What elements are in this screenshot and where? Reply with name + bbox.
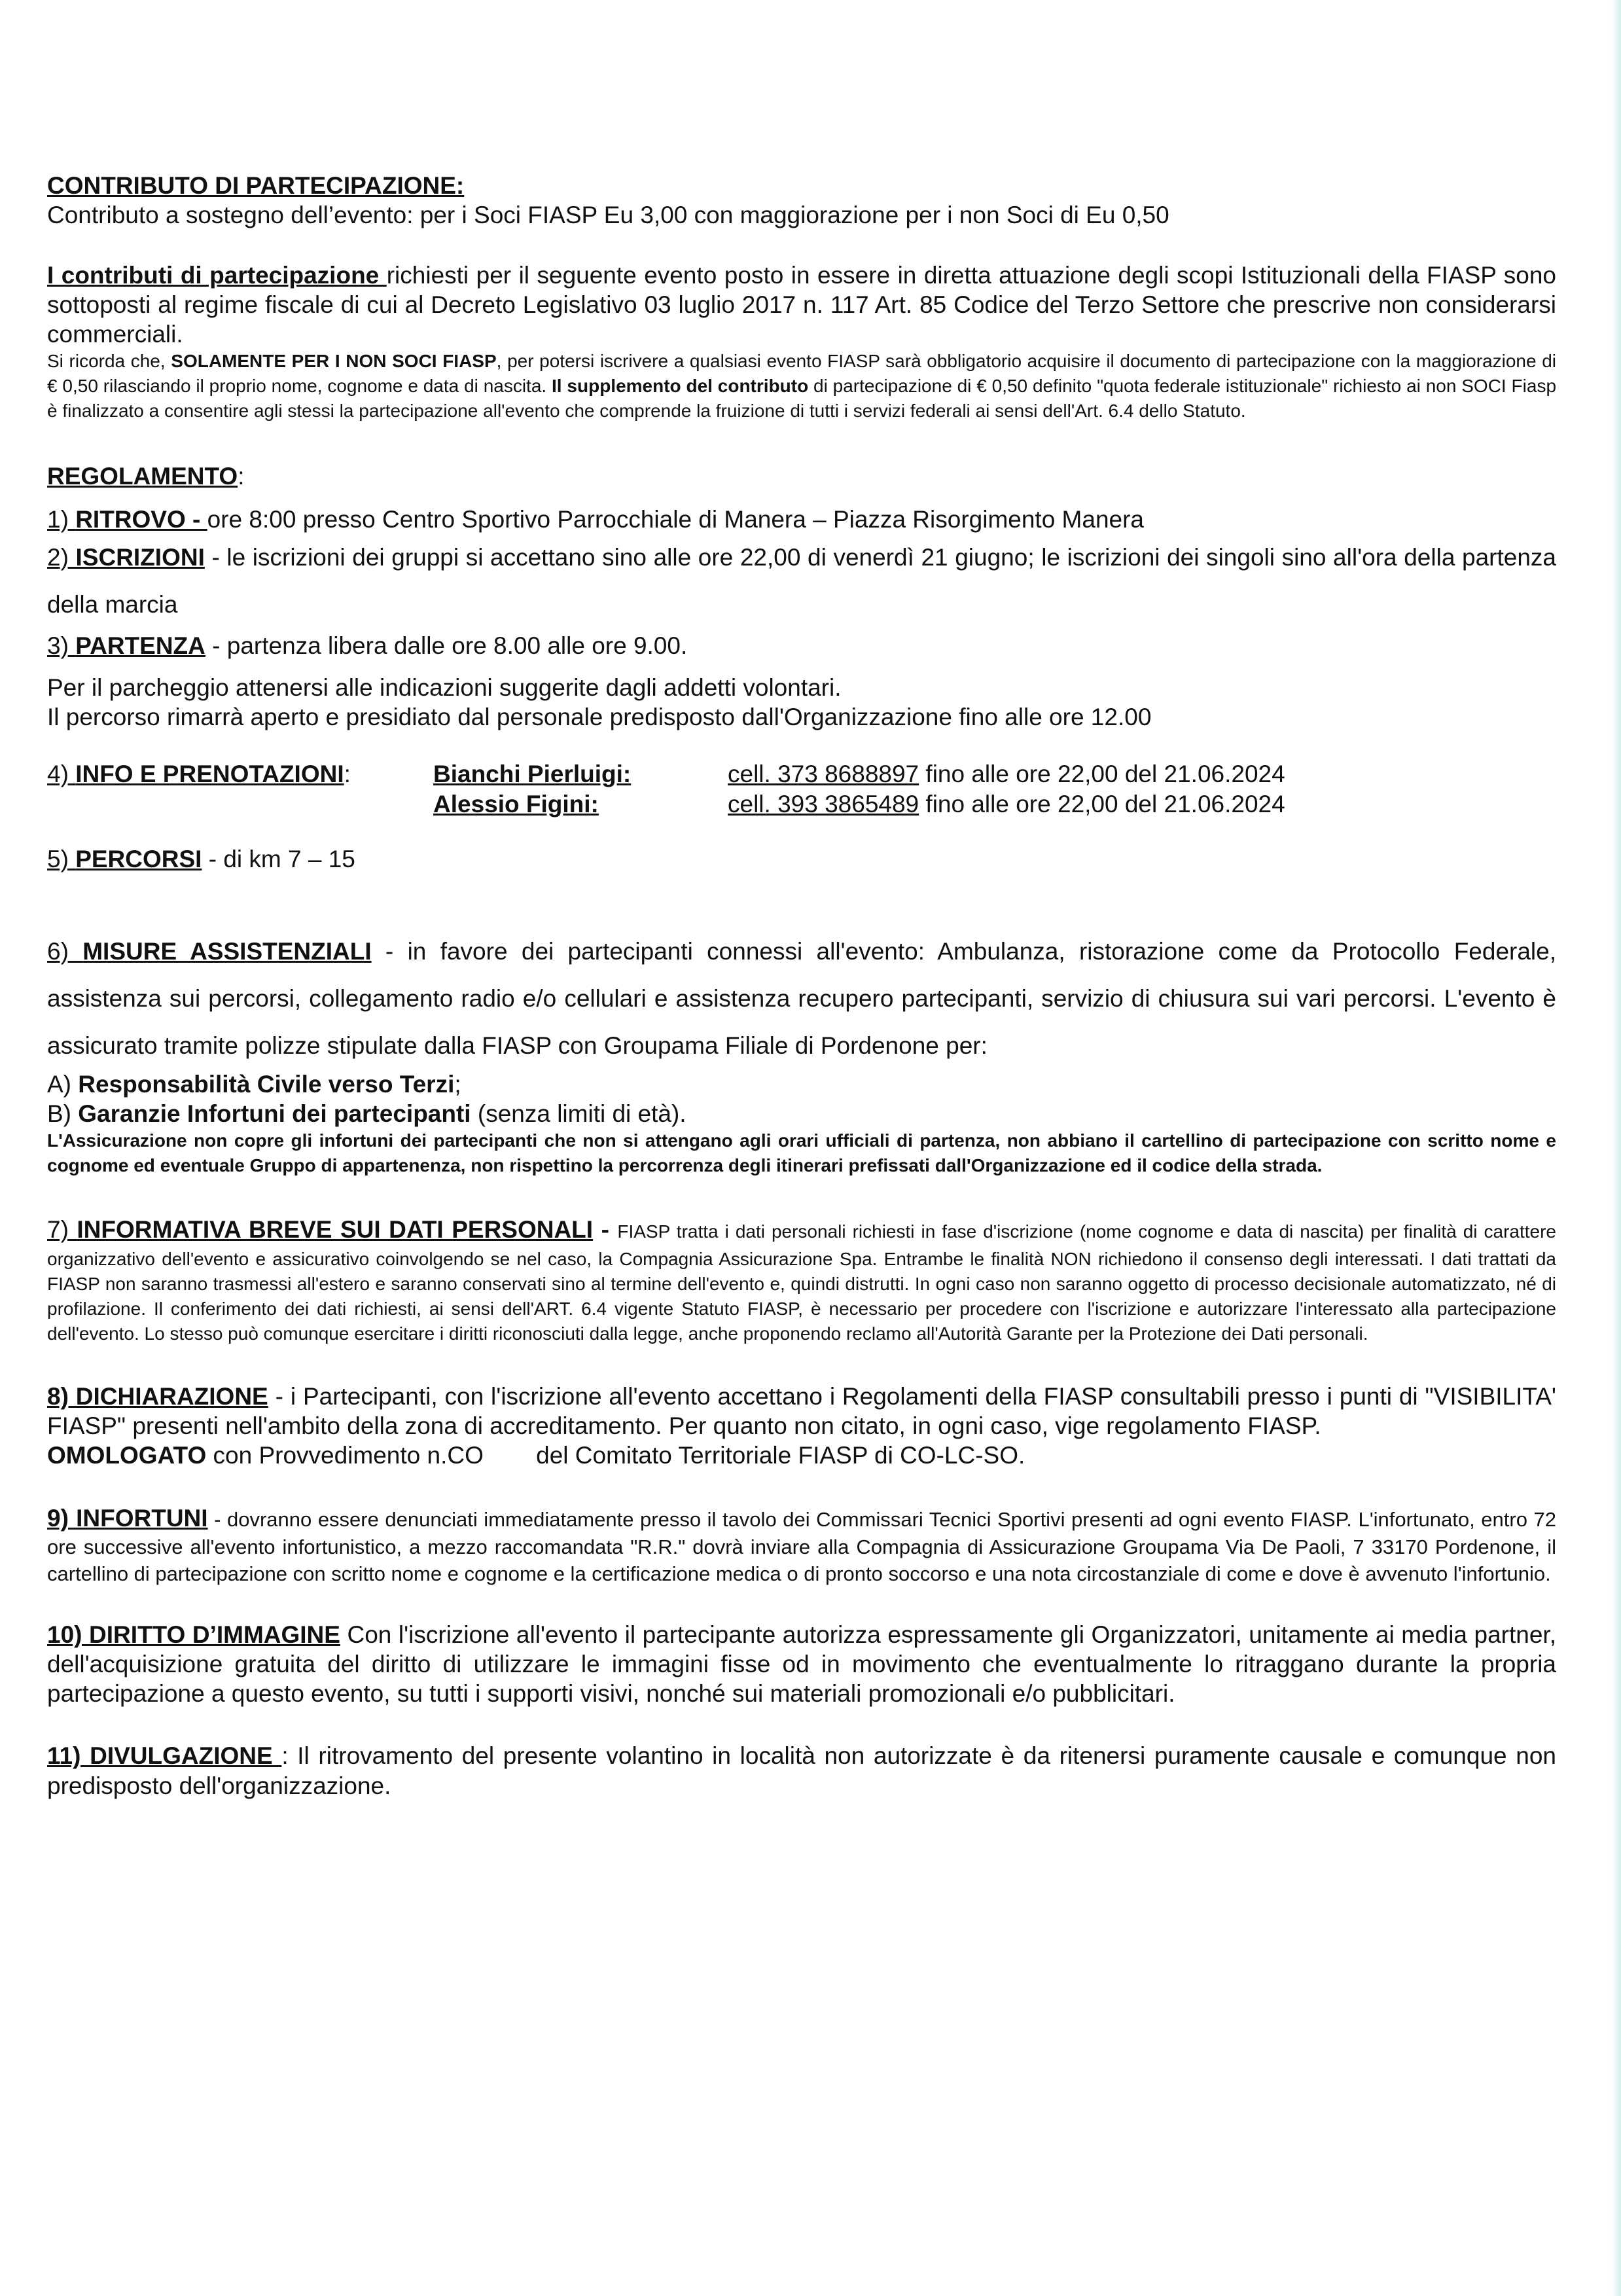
- rule-immagine: [47, 1620, 1556, 1708]
- regolamento-title: [47, 461, 1556, 491]
- contributo-line: Contributo a sostegno dell’evento: per i Soci FIASP Eu 3,00 con maggiorazione per i non Soci di Eu 0,50: [47, 202, 1169, 229]
- rule-percorsi: [47, 844, 1556, 874]
- contact-note: fino alle ore 22,00 del 21.06.2024: [919, 791, 1285, 818]
- contact-name: Bianchi Pierluigi:: [433, 760, 632, 787]
- contact-note: fino alle ore 22,00 del 21.06.2024: [919, 760, 1285, 787]
- page-edge-shading: [1611, 0, 1621, 2296]
- rule-3-text: - partenza libera dalle ore 8.00 alle ore 9.00.: [205, 632, 688, 660]
- info-key: INFO E PRENOTAZIONI: [75, 760, 344, 787]
- note-text-a: Si ricorda che,: [47, 350, 171, 371]
- rule-1-num: 1): [47, 506, 76, 533]
- rule-7-text: FIASP tratta i dati personali richiesti in fase d'iscrizione (nome cognome e data di nascita) per finalità di carattere organizzativo dell'evento e assicurativo coinvolgendo se nel caso, la Compagnia Assicurazione Spa. Entrambe le finalità NON richiedono il consenso degli interessati. I dati trattati da FIASP non saranno trasmessi all'estero e saranno conservati sino al termine dell'evento e, quindi distrutti. In ogni caso non saranno oggetto di processo decisionale automatizzato, né di profilazione. Il conferimento dei dati richiesti, ai sensi dell'ART. 6.4 vigente Statuto FIASP, è necessario per procedere con l'iscrizione e autorizzare l'interessato alla partecipazione dell'evento. Lo stesso può comunque esercitare i diritti riconosciuti dalla legge, anche proponendo reclamo all'Autorità Garante per la Protezione dei Dati personali.: [47, 1221, 1556, 1344]
- contact-phone[interactable]: cell. 373 8688897: [728, 760, 919, 787]
- info-colon: :: [344, 760, 351, 787]
- rule-2-num: 2): [47, 543, 76, 571]
- info-row-2: [47, 789, 1556, 819]
- rule-10-text: Con l'iscrizione all'evento il partecipante autorizza espressamente gli Organizzatori, unitamente ai media partner, dell'acquisizione gratuita del diritto di utilizzare le immagini fisse od in movimento che eventualmente lo ritraggano durante la propria partecipazione a questo evento, su tutti i supporti visivi, nonché sui materiali promozionali e/o pubblicitari.: [47, 1621, 1556, 1708]
- rule-infortuni: [47, 1503, 1556, 1587]
- rule-iscrizioni: [47, 534, 1556, 628]
- contact-phone-line: [728, 789, 1285, 819]
- coverage-b: [47, 1099, 1556, 1128]
- contributo-lead: I contributi di partecipazione: [47, 261, 387, 289]
- regolamento-colon: :: [238, 463, 245, 490]
- info-spacer: [47, 789, 433, 819]
- rule-8-key: 8) DICHIARAZIONE: [47, 1383, 268, 1410]
- info-row-1: [47, 759, 1556, 789]
- coverage-b-suffix: (senza limiti di età).: [471, 1100, 686, 1128]
- contact-name: Alessio Figini:: [433, 791, 599, 818]
- rule-6-key: MISURE ASSISTENZIALI: [82, 937, 372, 965]
- percorso-note: Il percorso rimarrà aperto e presidiato dal personale predisposto dall'Organizzazione fino alle ore 12.00: [47, 703, 1152, 730]
- contributo-lead-text: richiesti per il seguente evento posto in essere in diretta attuazione degli scopi Istituzionali della FIASP sono sottoposti al regime fiscale di cui al Decreto Legislativo 03 luglio 2017 n. 117 Art. 85 Codice del Terzo Settore che prescrive non considerarsi commerciali.: [47, 261, 1557, 348]
- rule-6-text: - in favore dei partecipanti connessi all'evento: Ambulanza, ristorazione come da Protocollo Federale, assistenza sui percorsi, collegamento radio e/o cellulari e assistenza recupero partecipanti, servizio di chiusura sui vari percorsi. L'evento è assicurato tramite polizze stipulate dalla FIASP con Groupama Filiale di Pordenone per:: [47, 937, 1556, 1059]
- document-page: [47, 171, 1556, 1801]
- rule-7-dash: -: [593, 1216, 618, 1244]
- rule-10-key: 10) DIRITTO D’IMMAGINE: [47, 1621, 340, 1649]
- regolamento-heading: REGOLAMENTO: [47, 463, 238, 490]
- rule-partenza: [47, 628, 1556, 664]
- note-bold-2: Il supplemento del contributo: [552, 375, 809, 396]
- rule-5-key: PERCORSI: [75, 846, 202, 873]
- rule-6-num: 6): [47, 937, 83, 965]
- contact-phone[interactable]: cell. 393 3865489: [728, 791, 919, 818]
- coverage-b-prefix: B): [47, 1100, 79, 1128]
- contributo-title: CONTRIBUTO DI PARTECIPAZIONE:: [47, 172, 465, 199]
- parking-note: Per il parcheggio attenersi alle indicazioni suggerite dagli addetti volontari.: [47, 673, 842, 701]
- rule-5-num: 5): [47, 846, 76, 873]
- note-bold: SOLAMENTE PER I NON SOCI FIASP: [171, 350, 497, 371]
- omologato-text-a: con Provvedimento n.CO: [206, 1442, 484, 1469]
- rule-9-key: 9) INFORTUNI: [47, 1505, 208, 1532]
- rule-5-text: - di km 7 – 15: [202, 846, 355, 873]
- rule-7-key: INFORMATIVA BREVE SUI DATI PERSONALI: [77, 1216, 594, 1244]
- contact-phone-line: [728, 759, 1285, 789]
- rule-dichiarazione: [47, 1382, 1556, 1441]
- coverage-a-suffix: ;: [454, 1070, 461, 1098]
- coverage-a-prefix: A): [47, 1070, 79, 1098]
- contributo-paragraph: [47, 260, 1556, 349]
- rule-3-num: 3): [47, 632, 76, 660]
- omologato-label: OMOLOGATO: [47, 1442, 207, 1469]
- rule-1-key: RITROVO -: [75, 506, 207, 533]
- rule-11-key: 11) DIVULGAZIONE: [47, 1742, 282, 1770]
- rule-11-text: : Il ritrovamento del presente volantino in località non autorizzate è da ritenersi puramente causale e comunque non predisposto dell'organizzazione.: [47, 1742, 1556, 1799]
- rule-1-text: ore 8:00 presso Centro Sportivo Parrocchiale di Manera – Piazza Risorgimento Manera: [207, 506, 1145, 533]
- coverage-a: [47, 1069, 1556, 1099]
- insurance-disclaimer: L'Assicurazione non copre gli infortuni dei partecipanti che non si attengano agli orari ufficiali di partenza, non abbiano il cartellino di partecipazione con scritto nome e cognome ed eventuale Gruppo di appartenenza, non rispettino la percorrenza degli itinerari prefissati dall'Organizzazione ed il codice della strada.: [47, 1130, 1556, 1176]
- rule-misure: [47, 928, 1556, 1069]
- rule-ritrovo: [47, 501, 1556, 538]
- rule-9-text: - dovranno essere denunciati immediatamente presso il tavolo dei Commissari Tecnici Sportivi presenti ad ogni evento FIASP. L'infortunato, entro 72 ore successive all'evento infortunistico, a mezzo raccomandata "R.R." dovrà inviare alla Compagnia di Assicurazione Groupama Via De Paoli, 7 33170 Pordenone, il cartellino di partecipazione con scritto nome e cognome e la certificazione medica o di pronto soccorso e una nota circostanziale di come e dove è avvenuto l'infortunio.: [47, 1508, 1556, 1585]
- omologato-line: [47, 1441, 1556, 1470]
- omologato-text-b: del Comitato Territoriale FIASP di CO-LC-SO.: [529, 1442, 1025, 1469]
- rule-2-text: - le iscrizioni dei gruppi si accettano sino alle ore 22,00 di venerdì 21 giugno; le iscrizioni dei singoli sino all'ora della partenza della marcia: [47, 543, 1556, 618]
- rule-7-num: 7): [47, 1216, 77, 1244]
- contributo-note: [47, 349, 1556, 423]
- coverage-a-bold: Responsabilità Civile verso Terzi: [78, 1070, 455, 1098]
- rule-8-text: - i Partecipanti, con l'iscrizione all'evento accettano i Regolamenti della FIASP consultabili presso i punti di "VISIBILITA' FIASP" presenti nell'ambito della zona di accreditamento. Per quanto non citato, in ogni caso, vige regolamento FIASP.: [47, 1383, 1556, 1440]
- note-text-c: di partecipazione di € 0,50 definito "quota federale istituzionale" richiesto ai non SOCI Fiasp è finalizzato a consentire agli stessi la partecipazione all'evento che comprende la fruizione di tutti i servizi federali ai sensi dell'Art. 6.4 dello Statuto.: [47, 375, 1557, 422]
- coverage-b-bold: Garanzie Infortuni dei partecipanti: [78, 1100, 471, 1128]
- rule-informativa: [47, 1213, 1556, 1346]
- info-num: 4): [47, 760, 76, 787]
- info-label: [47, 759, 433, 789]
- rule-3-key: PARTENZA: [75, 632, 205, 660]
- rule-divulgazione: [47, 1741, 1556, 1800]
- note-text-b: , per potersi iscrivere a qualsiasi evento FIASP sarà obbligatorio acquisire il documento di partecipazione con la maggiorazione di € 0,50 rilasciando il proprio nome, cognome e data di nascita.: [47, 350, 1556, 396]
- rule-2-key: ISCRIZIONI: [75, 543, 205, 571]
